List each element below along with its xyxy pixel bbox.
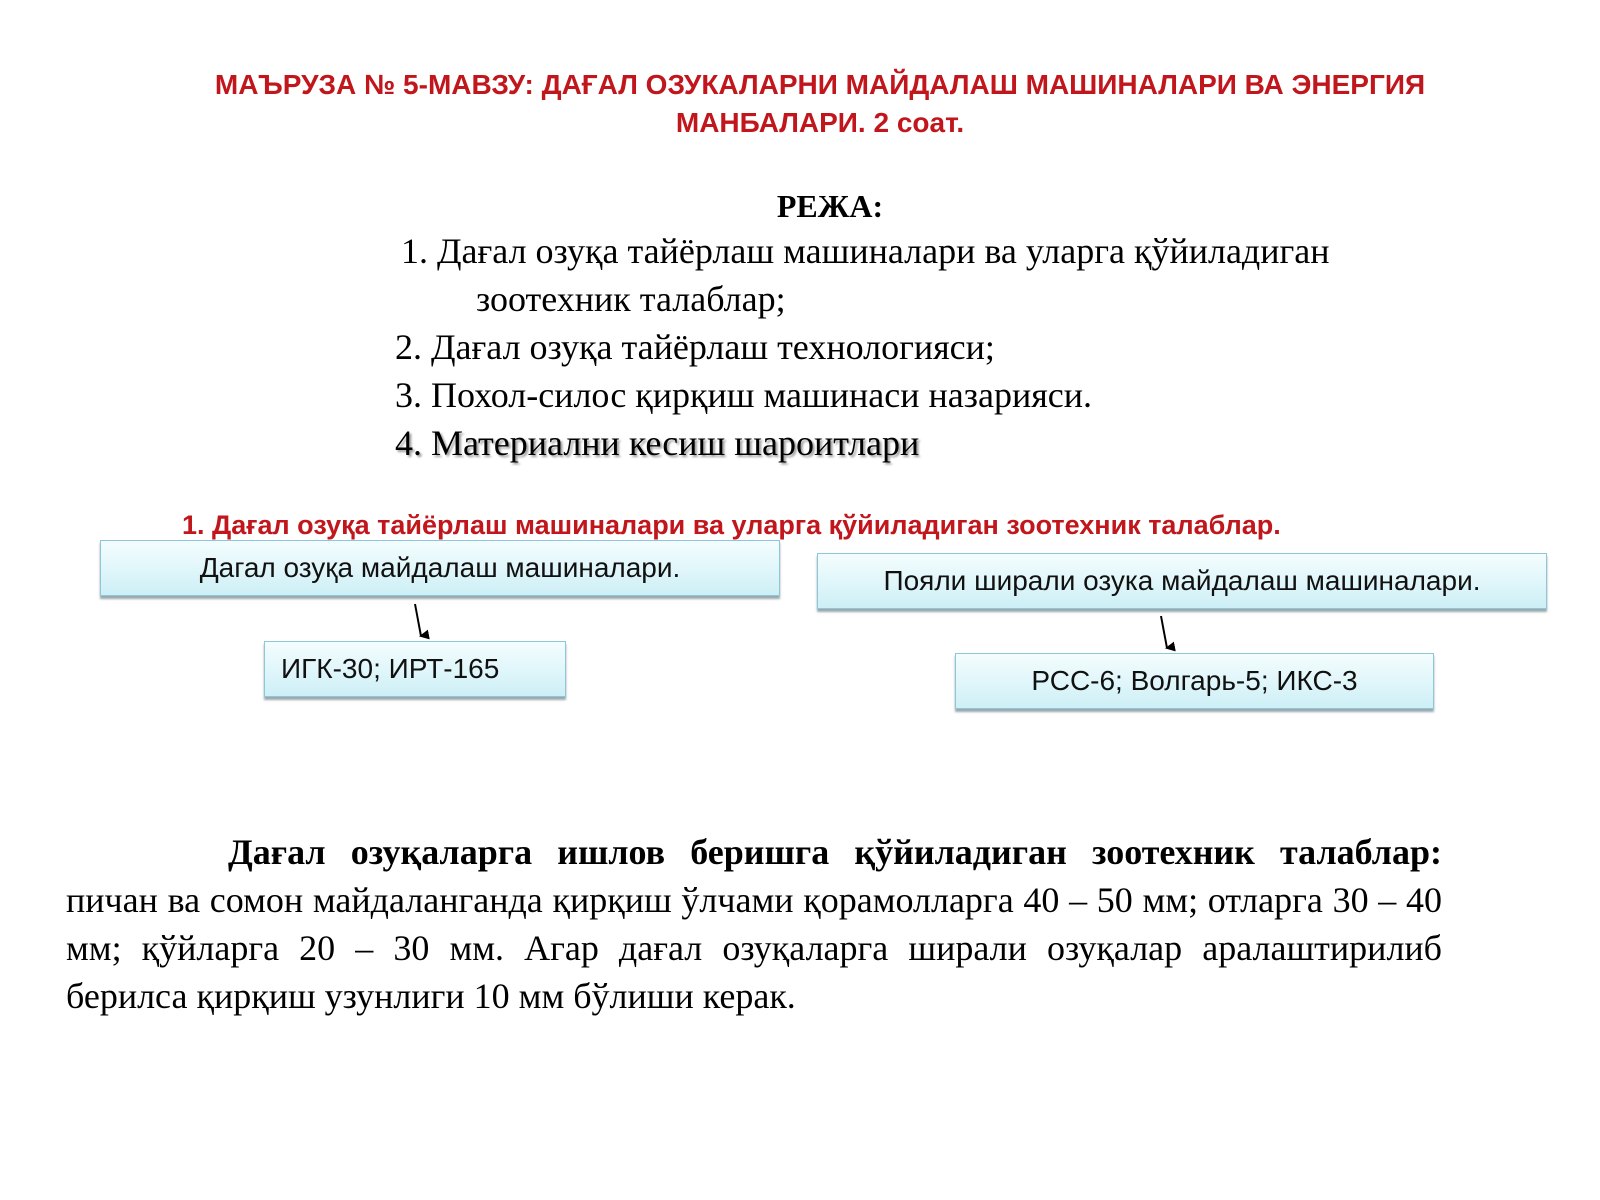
requirements-body: пичан ва сомон майдаланганда қирқиш ўлчами қорамолларга 40 – 50 мм; отларга 30 – 40 мм; қўйларга 20 – 30 мм. Агар дағал озуқаларга ширали озуқалар аралаштирилиб берилса қирқиш узунлиги 10 мм бўлиши керак. bbox=[66, 880, 1442, 1016]
plan-item-3: 3. Похол-силос қирқиш машинаси назарияси. bbox=[395, 375, 1093, 415]
requirements-lead: Дағал озуқаларга ишлов беришга қўйиладиган зоотехник талаблар: bbox=[228, 832, 1442, 872]
plan-item-4: 4. Материални кесиш шароитлари bbox=[395, 423, 920, 463]
plan-item-1-continued: зоотехник талаблар; bbox=[476, 279, 786, 319]
coarse-feed-machines-box: Дагал озуқа майдалаш машиналари. bbox=[100, 540, 780, 596]
succulent-feed-models-box: РСС-6; Волгарь-5; ИКС-3 bbox=[955, 653, 1434, 709]
arrow-left bbox=[415, 604, 421, 636]
lecture-title-line-2: МАНБАЛАРИ. 2 соат. bbox=[675, 107, 965, 138]
requirements-paragraph bbox=[66, 828, 1442, 1020]
lecture-title-line-1: МАЪРУЗА № 5-МАВЗУ: ДАҒАЛ ОЗУКАЛАРНИ МАЙДАЛАШ МАШИНАЛАРИ ВА ЭНЕРГИЯ bbox=[214, 69, 1426, 100]
coarse-feed-models-box: ИГК-30; ИРТ-165 bbox=[264, 641, 566, 697]
plan-heading: РЕЖА: bbox=[776, 188, 884, 224]
plan-item-2: 2. Дағал озуқа тайёрлаш технологияси; bbox=[395, 327, 995, 367]
succulent-feed-machines-box: Пояли ширали озука майдалаш машиналари. bbox=[817, 553, 1547, 609]
lecture-title bbox=[120, 66, 1520, 142]
plan-item-1: 1. Дағал озуқа тайёрлаш машиналари ва уларга қўйиладиган bbox=[401, 231, 1330, 271]
section-title: 1. Дағал озуқа тайёрлаш машиналари ва уларга қўйиладиган зоотехник талаблар. bbox=[182, 510, 1281, 540]
arrow-right bbox=[1161, 616, 1167, 648]
